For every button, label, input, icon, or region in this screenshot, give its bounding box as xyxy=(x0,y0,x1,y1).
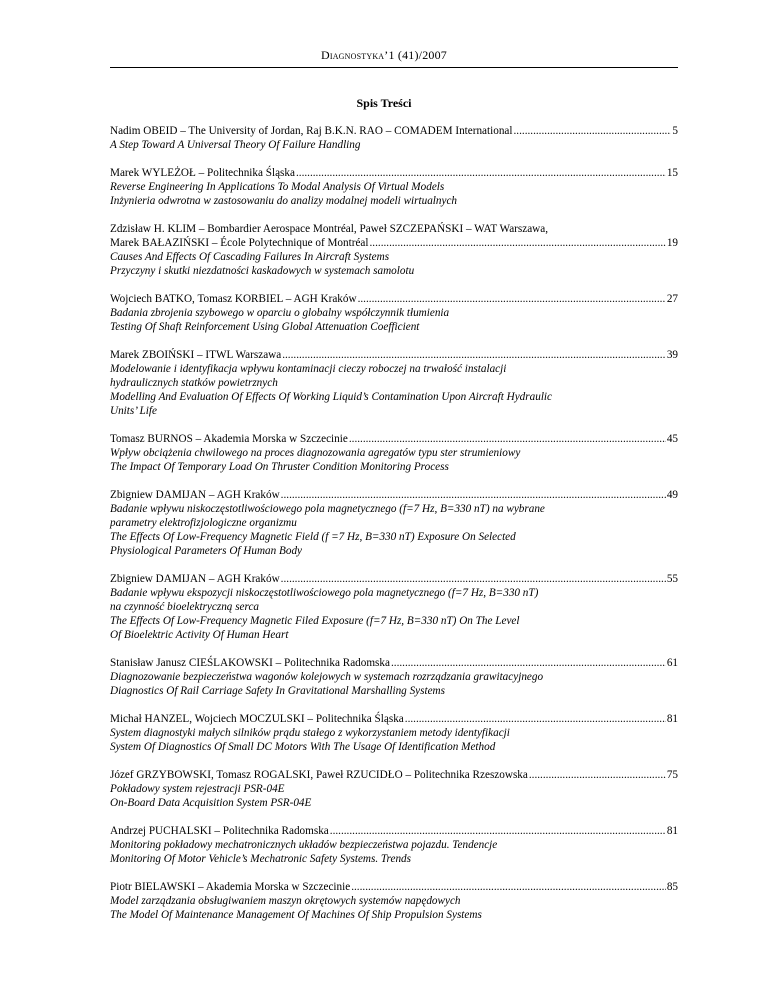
toc-entry xyxy=(110,768,678,810)
author-line: Andrzej PUCHALSKI – Politechnika Radomska xyxy=(110,825,329,837)
article-title: Pokładowy system rejestracji PSR-04E xyxy=(110,783,285,795)
author-leader-line xyxy=(110,824,678,838)
author-line: Stanisław Janusz CIEŚLAKOWSKI – Politechnika Radomska xyxy=(110,657,390,669)
toc-entry xyxy=(110,880,678,922)
author-leader-line xyxy=(110,768,678,782)
article-title: The Effects Of Low-Frequency Magnetic Filed Exposure (f=7 Hz, B=330 nT) On The Level xyxy=(110,615,520,627)
article-title: Diagnostics Of Rail Carriage Safety In Gravitational Marshalling Systems xyxy=(110,685,445,697)
article-title: Modelowanie i identyfikacja wpływu kontaminacji cieczy roboczej na trwałość instalacji xyxy=(110,363,507,375)
dot-leader xyxy=(282,348,666,362)
author-leader-line xyxy=(110,432,678,446)
page-number: 81 xyxy=(666,713,678,725)
toc-entry xyxy=(110,824,678,866)
author-line: Józef GRZYBOWSKI, Tomasz ROGALSKI, Paweł RZUCIDŁO – Politechnika Rzeszowska xyxy=(110,769,528,781)
dot-leader xyxy=(281,572,666,586)
author-leader-line xyxy=(110,572,678,586)
toc-entry xyxy=(110,656,678,698)
author-leader-line xyxy=(110,292,678,306)
article-title: hydraulicznych statków powietrznych xyxy=(110,377,278,389)
article-title: Inżynieria odwrotna w zastosowaniu do analizy modalnej modeli wirtualnych xyxy=(110,195,458,207)
article-title: Monitoring Of Motor Vehicle’s Mechatronic Safety Systems. Trends xyxy=(110,853,411,865)
article-title: The Effects Of Low-Frequency Magnetic Field (f =7 Hz, B=330 nT) Exposure On Selected xyxy=(110,531,516,543)
article-title: Causes And Effects Of Cascading Failures In Aircraft Systems xyxy=(110,251,390,263)
article-title: Testing Of Shaft Reinforcement Using Global Attenuation Coefficient xyxy=(110,321,420,333)
toc-entry xyxy=(110,488,678,558)
author-leader-line xyxy=(110,124,678,138)
article-title: Przyczyny i skutki niezdatności kaskadowych w systemach samolotu xyxy=(110,265,415,277)
author-leader-line xyxy=(110,712,678,726)
toc-entry xyxy=(110,222,678,278)
dot-leader xyxy=(514,124,672,138)
page-number: 5 xyxy=(672,125,678,137)
page-number: 81 xyxy=(666,825,678,837)
author-line: Wojciech BATKO, Tomasz KORBIEL – AGH Kraków xyxy=(110,293,357,305)
author-line: Zdzisław H. KLIM – Bombardier Aerospace Montréal, Paweł SZCZEPAŃSKI – WAT Warszawa, xyxy=(110,223,549,235)
article-title: The Impact Of Temporary Load On Thruster Condition Monitoring Process xyxy=(110,461,449,473)
page-number: 39 xyxy=(666,349,678,361)
author-line: Piotr BIELAWSKI – Akademia Morska w Szczecinie xyxy=(110,881,351,893)
dot-leader xyxy=(296,166,666,180)
dot-leader xyxy=(358,292,666,306)
article-title: Units’ Life xyxy=(110,405,157,417)
article-title: Model zarządzania obsługiwaniem maszyn okrętowych systemów napędowych xyxy=(110,895,461,907)
journal-name: Diagnostyka xyxy=(320,48,385,62)
article-title: Wpływ obciążenia chwilowego na proces diagnozowania agregatów typu ster strumieniowy xyxy=(110,447,521,459)
article-title: A Step Toward A Universal Theory Of Failure Handling xyxy=(110,139,361,151)
article-title: System diagnostyki małych silników prądu stałego z wykorzystaniem metody identyfikacji xyxy=(110,727,510,739)
dot-leader xyxy=(281,488,666,502)
page-number: 15 xyxy=(666,167,678,179)
author-line: Marek ZBOIŃSKI – ITWL Warszawa xyxy=(110,349,282,361)
toc-title: Spis Treści xyxy=(356,96,412,110)
toc-entry xyxy=(110,572,678,642)
author-leader-line xyxy=(110,656,678,670)
page-number: 61 xyxy=(666,657,678,669)
toc-entry xyxy=(110,166,678,208)
article-title: Modelling And Evaluation Of Effects Of Working Liquid’s Contamination Upon Aircraft Hydraulic xyxy=(110,391,552,403)
dot-leader xyxy=(349,432,666,446)
author-line: Michał HANZEL, Wojciech MOCZULSKI – Politechnika Śląska xyxy=(110,713,404,725)
dot-leader xyxy=(370,236,666,250)
dot-leader xyxy=(529,768,666,782)
dot-leader xyxy=(405,712,666,726)
toc-entry xyxy=(110,348,678,418)
article-title: Badanie wpływu niskoczęstotliwościowego pola magnetycznego (f=7 Hz, B=330 nT) na wybrane xyxy=(110,503,545,515)
author-line: Marek BAŁAZIŃSKI – École Polytechnique of Montréal xyxy=(110,237,369,249)
article-title: On-Board Data Acquisition System PSR-04E xyxy=(110,797,312,809)
author-line: Zbigniew DAMIJAN – AGH Kraków xyxy=(110,489,280,501)
article-title: Physiological Parameters Of Human Body xyxy=(110,545,303,557)
article-title: Monitoring pokładowy mechatronicznych układów bezpieczeństwa pojazdu. Tendencje xyxy=(110,839,498,851)
author-line: Zbigniew DAMIJAN – AGH Kraków xyxy=(110,573,280,585)
article-title: Diagnozowanie bezpieczeństwa wagonów kolejowych w systemach rozrządzania grawitacyjnego xyxy=(110,671,544,683)
dot-leader xyxy=(330,824,666,838)
author-leader-line xyxy=(110,236,678,250)
page-number: 27 xyxy=(666,293,678,305)
dot-leader xyxy=(391,656,666,670)
page-number: 45 xyxy=(666,433,678,445)
article-title: na czynność bioelektryczną serca xyxy=(110,601,260,613)
author-leader-line xyxy=(110,166,678,180)
page-number: 75 xyxy=(666,769,678,781)
toc-entry xyxy=(110,124,678,152)
author-line: Tomasz BURNOS – Akademia Morska w Szczecinie xyxy=(110,433,348,445)
article-title: The Model Of Maintenance Management Of Machines Of Ship Propulsion Systems xyxy=(110,909,482,921)
page-number: 19 xyxy=(666,237,678,249)
article-title: Of Bioelektric Activity Of Human Heart xyxy=(110,629,289,641)
article-title: System Of Diagnostics Of Small DC Motors With The Usage Of Identification Method xyxy=(110,741,496,753)
article-title: Badanie wpływu ekspozycji niskoczęstotliwościowego pola magnetycznego (f=7 Hz, B=330 nT) xyxy=(110,587,539,599)
author-leader-line xyxy=(110,348,678,362)
article-title: Badania zbrojenia szybowego w oparciu o globalny współczynnik tłumienia xyxy=(110,307,450,319)
dot-leader xyxy=(351,880,666,894)
article-title: Reverse Engineering In Applications To Modal Analysis Of Virtual Models xyxy=(110,181,445,193)
author-line: Nadim OBEID – The University of Jordan, Raj B.K.N. RAO – COMADEM International xyxy=(110,125,513,137)
header-rule xyxy=(110,67,678,68)
author-leader-line xyxy=(110,488,678,502)
article-title: parametry elektrofizjologiczne organizmu xyxy=(110,517,297,529)
issue-number: ’1 (41)/2007 xyxy=(384,48,448,62)
toc-entry xyxy=(110,432,678,474)
toc-entries xyxy=(110,124,678,936)
running-header xyxy=(0,48,768,63)
toc-entry xyxy=(110,292,678,334)
page-number: 85 xyxy=(666,881,678,893)
page-number: 55 xyxy=(666,573,678,585)
author-leader-line xyxy=(110,880,678,894)
page-number: 49 xyxy=(666,489,678,501)
toc-entry xyxy=(110,712,678,754)
author-line: Marek WYLEŻOŁ – Politechnika Śląska xyxy=(110,167,295,179)
